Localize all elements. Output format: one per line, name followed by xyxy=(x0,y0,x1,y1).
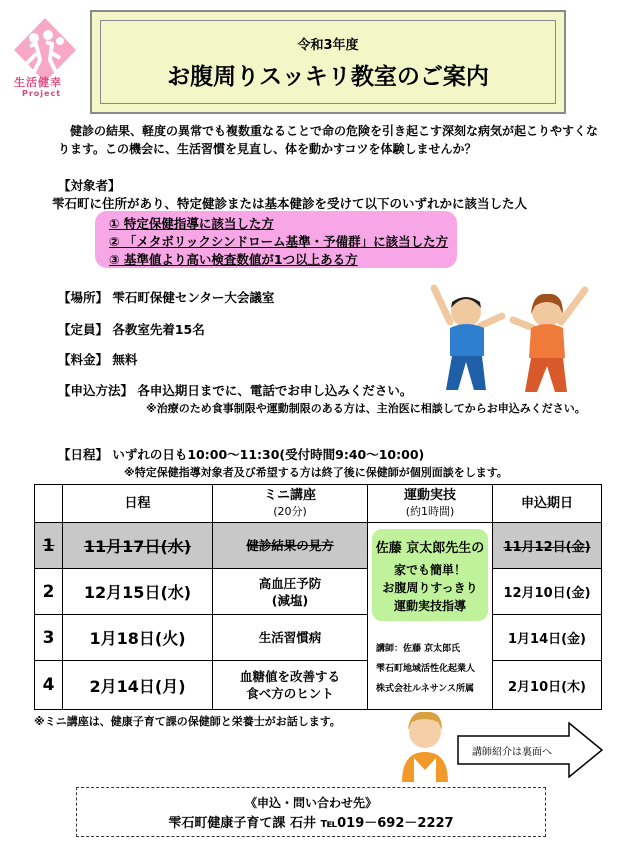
exercise-cell xyxy=(368,523,493,709)
criteria-item: ② 「メタボリックシンドローム基準・予備群」に該当した方 xyxy=(109,234,449,249)
table-header-deadline: 申込期日 xyxy=(493,485,601,523)
target-heading: 【対象者】 xyxy=(58,178,121,193)
table-row: 11月12日(金) xyxy=(493,523,601,569)
table-row: 2 xyxy=(35,569,63,615)
logo-text: 生活健幸 xyxy=(14,76,62,89)
mini-lecture-note: ※ミニ講座は、健康子育て課の保健師と栄養士がお話します。 xyxy=(34,715,341,728)
table-row: 4 xyxy=(35,661,63,709)
instructor-credit: 株式会社ルネサンス所属 xyxy=(376,684,475,694)
criteria-item: ① 特定保健指導に該当した方 xyxy=(109,216,274,231)
contact-heading: 《申込・問い合わせ先》 xyxy=(244,796,377,810)
contact-body: 雫石町健康子育て課 石井 ℡019－692－2227 xyxy=(168,816,454,831)
table-header-date: 日程 xyxy=(63,485,213,523)
contact-box xyxy=(76,787,546,837)
instructor-credit: 雫石町地域活性化起業人 xyxy=(376,664,476,674)
table-row: 生活習慣病 xyxy=(213,615,368,661)
schedule-note: ※特定保健指導対象者及び希望する方は終了後に保健師が個別面談をします。 xyxy=(124,466,508,479)
instructor-name: 佐藤 京太郎先生の xyxy=(375,541,485,556)
schedule-table xyxy=(34,484,602,710)
exercising-woman-illustration xyxy=(505,284,591,396)
table-row: 11月17日(水) xyxy=(63,523,213,569)
criteria-box xyxy=(95,211,457,268)
exercise-line: お腹周りすっきり xyxy=(382,581,478,595)
table-header-exercise: 運動実技 (約1時間) xyxy=(368,485,493,523)
title-frame xyxy=(90,10,566,114)
table-row: 1月18日(火) xyxy=(63,615,213,661)
table-row: 12月15日(水) xyxy=(63,569,213,615)
table-row: 3 xyxy=(35,615,63,661)
table-row: 1月14日(金) xyxy=(493,615,601,661)
apply-info: 【申込方法】 各申込期日までに、電話でお申し込みください。 xyxy=(58,383,413,398)
nurse-illustration xyxy=(392,706,458,782)
apply-note: ※治療のため食事制限や運動制限のある方は、主治医に相談してからお申込みください。 xyxy=(146,402,586,415)
page-title: お腹周りスッキリ教室のご案内 xyxy=(167,64,489,90)
table-row: 高血圧予防 (減塩) xyxy=(213,569,368,615)
exercise-line: 運動実技指導 xyxy=(393,599,466,613)
target-description: 雫石町に住所があり、特定健診または基本健診を受けて以下のいずれかに該当した人 xyxy=(52,196,528,211)
title-sub: 令和3年度 xyxy=(297,38,359,53)
place-info: 【場所】 雫石町保健センター大会議室 xyxy=(58,290,275,305)
table-row: 2月14日(月) xyxy=(63,661,213,709)
schedule-info: 【日程】 いずれの日も10:00～11:30(受付時間9:40～10:00) xyxy=(58,447,425,462)
capacity-info: 【定員】 各教室先着15名 xyxy=(58,322,205,337)
fee-info: 【料金】 無料 xyxy=(58,352,138,367)
exercising-man-illustration xyxy=(430,282,510,394)
table-row: 12月10日(金) xyxy=(493,569,601,615)
intro-text: 健診の結果、軽度の異常でも複数重なることで命の危険を引き起こす深刻な病気が起こりやすくなります。この機会に、生活習慣を見直し、体を動かすコツを体験しませんか？ xyxy=(58,124,599,156)
table-header-mini: ミニ講座 (20分) xyxy=(213,485,368,523)
table-row: 血糖値を改善する 食べ方のヒント xyxy=(213,661,368,709)
table-header-num xyxy=(35,485,63,523)
instructor-credit: 講師：佐藤 京太郎氏 xyxy=(376,644,461,654)
exercise-box xyxy=(372,529,488,621)
logo-sub: Project xyxy=(22,89,62,98)
criteria-item: ③ 基準値より高い検査数値が1つ以上ある方 xyxy=(109,252,358,267)
table-row: 1 xyxy=(35,523,63,569)
arrow-label: 講師紹介は裏面へ xyxy=(472,747,552,758)
table-row: 健診結果の見方 xyxy=(213,523,368,569)
table-row: 2月10日(木) xyxy=(507,679,587,695)
exercise-line: 家でも簡単！ xyxy=(393,563,466,577)
